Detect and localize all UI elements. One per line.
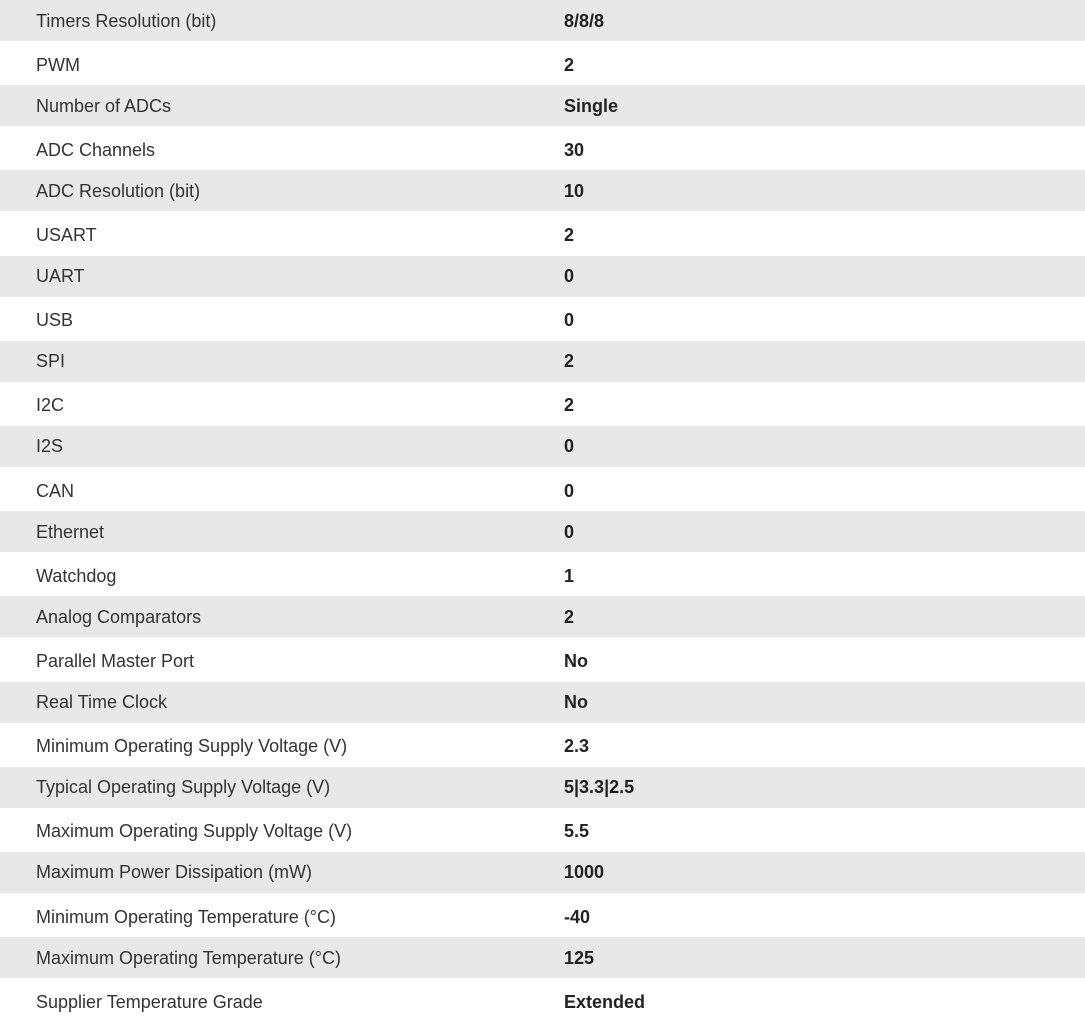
spec-row [0, 383, 1085, 426]
spec-value: Single [564, 85, 1085, 128]
spec-value: 8/8/8 [564, 0, 1085, 43]
spec-row [0, 511, 1085, 554]
spec-row [0, 682, 1085, 725]
spec-row [0, 894, 1085, 937]
spec-label: Minimum Operating Supply Voltage (V) [36, 736, 348, 757]
spec-value: 2 [564, 54, 575, 75]
spec-label: Parallel Master Port [36, 650, 195, 671]
spec-value: 2.3 [564, 736, 590, 757]
spec-label: ADC Resolution (bit) [0, 170, 564, 213]
spec-value: 125 [564, 937, 1085, 980]
spec-label: Maximum Power Dissipation (mW) [0, 852, 564, 895]
spec-label: Watchdog [36, 565, 117, 586]
spec-label: Ethernet [0, 511, 564, 554]
spec-value: 2 [564, 596, 1085, 639]
spec-label: Minimum Operating Temperature (°C) [36, 906, 336, 927]
spec-row [0, 809, 1085, 852]
spec-label: USB [36, 310, 74, 331]
spec-value: 5.5 [564, 821, 590, 842]
spec-row [0, 767, 1085, 810]
spec-row [0, 341, 1085, 384]
spec-value: 0 [564, 310, 575, 331]
spec-value: -40 [564, 906, 591, 927]
spec-value: 0 [564, 426, 1085, 469]
spec-row [0, 0, 1085, 43]
spec-row [0, 639, 1085, 682]
spec-value: No [564, 650, 588, 671]
spec-row [0, 426, 1085, 469]
spec-row [0, 85, 1085, 128]
spec-value: 0 [564, 256, 1085, 299]
spec-row [0, 43, 1085, 86]
spec-label: Analog Comparators [0, 596, 564, 639]
spec-label: CAN [36, 480, 75, 501]
spec-value: 2 [564, 395, 575, 416]
spec-row [0, 469, 1085, 512]
spec-row [0, 554, 1085, 597]
spec-row [0, 128, 1085, 171]
spec-label: Typical Operating Supply Voltage (V) [0, 767, 564, 810]
spec-value: 5|3.3|2.5 [564, 767, 1085, 810]
spec-label: UART [0, 256, 564, 299]
spec-row [0, 170, 1085, 213]
spec-row [0, 596, 1085, 639]
spec-row [0, 852, 1085, 895]
spec-label: PWM [36, 54, 80, 75]
spec-row [0, 937, 1085, 980]
spec-label: I2S [0, 426, 564, 469]
spec-row [0, 724, 1085, 767]
spec-label: Number of ADCs [0, 85, 564, 128]
spec-label: Real Time Clock [0, 682, 564, 725]
spec-value: 1 [564, 565, 575, 586]
spec-row [0, 213, 1085, 256]
spec-value: 0 [564, 480, 575, 501]
spec-row [0, 298, 1085, 341]
spec-value: No [564, 682, 1085, 725]
spec-label: SPI [0, 341, 564, 384]
spec-row [0, 256, 1085, 299]
spec-value: 10 [564, 170, 1085, 213]
spec-label: ADC Channels [36, 139, 156, 160]
spec-label: Timers Resolution (bit) [0, 0, 564, 43]
spec-row [0, 980, 1085, 1022]
spec-label: Maximum Operating Temperature (°C) [0, 937, 564, 980]
spec-value: 2 [564, 225, 575, 246]
spec-value: 1000 [564, 852, 1085, 895]
spec-label: USART [36, 225, 97, 246]
spec-label: I2C [36, 395, 65, 416]
spec-value: Extended [564, 991, 646, 1012]
spec-label: Maximum Operating Supply Voltage (V) [36, 821, 353, 842]
spec-value: 2 [564, 341, 1085, 384]
spec-label: Supplier Temperature Grade [36, 991, 263, 1012]
spec-value: 30 [564, 139, 585, 160]
spec-value: 0 [564, 511, 1085, 554]
